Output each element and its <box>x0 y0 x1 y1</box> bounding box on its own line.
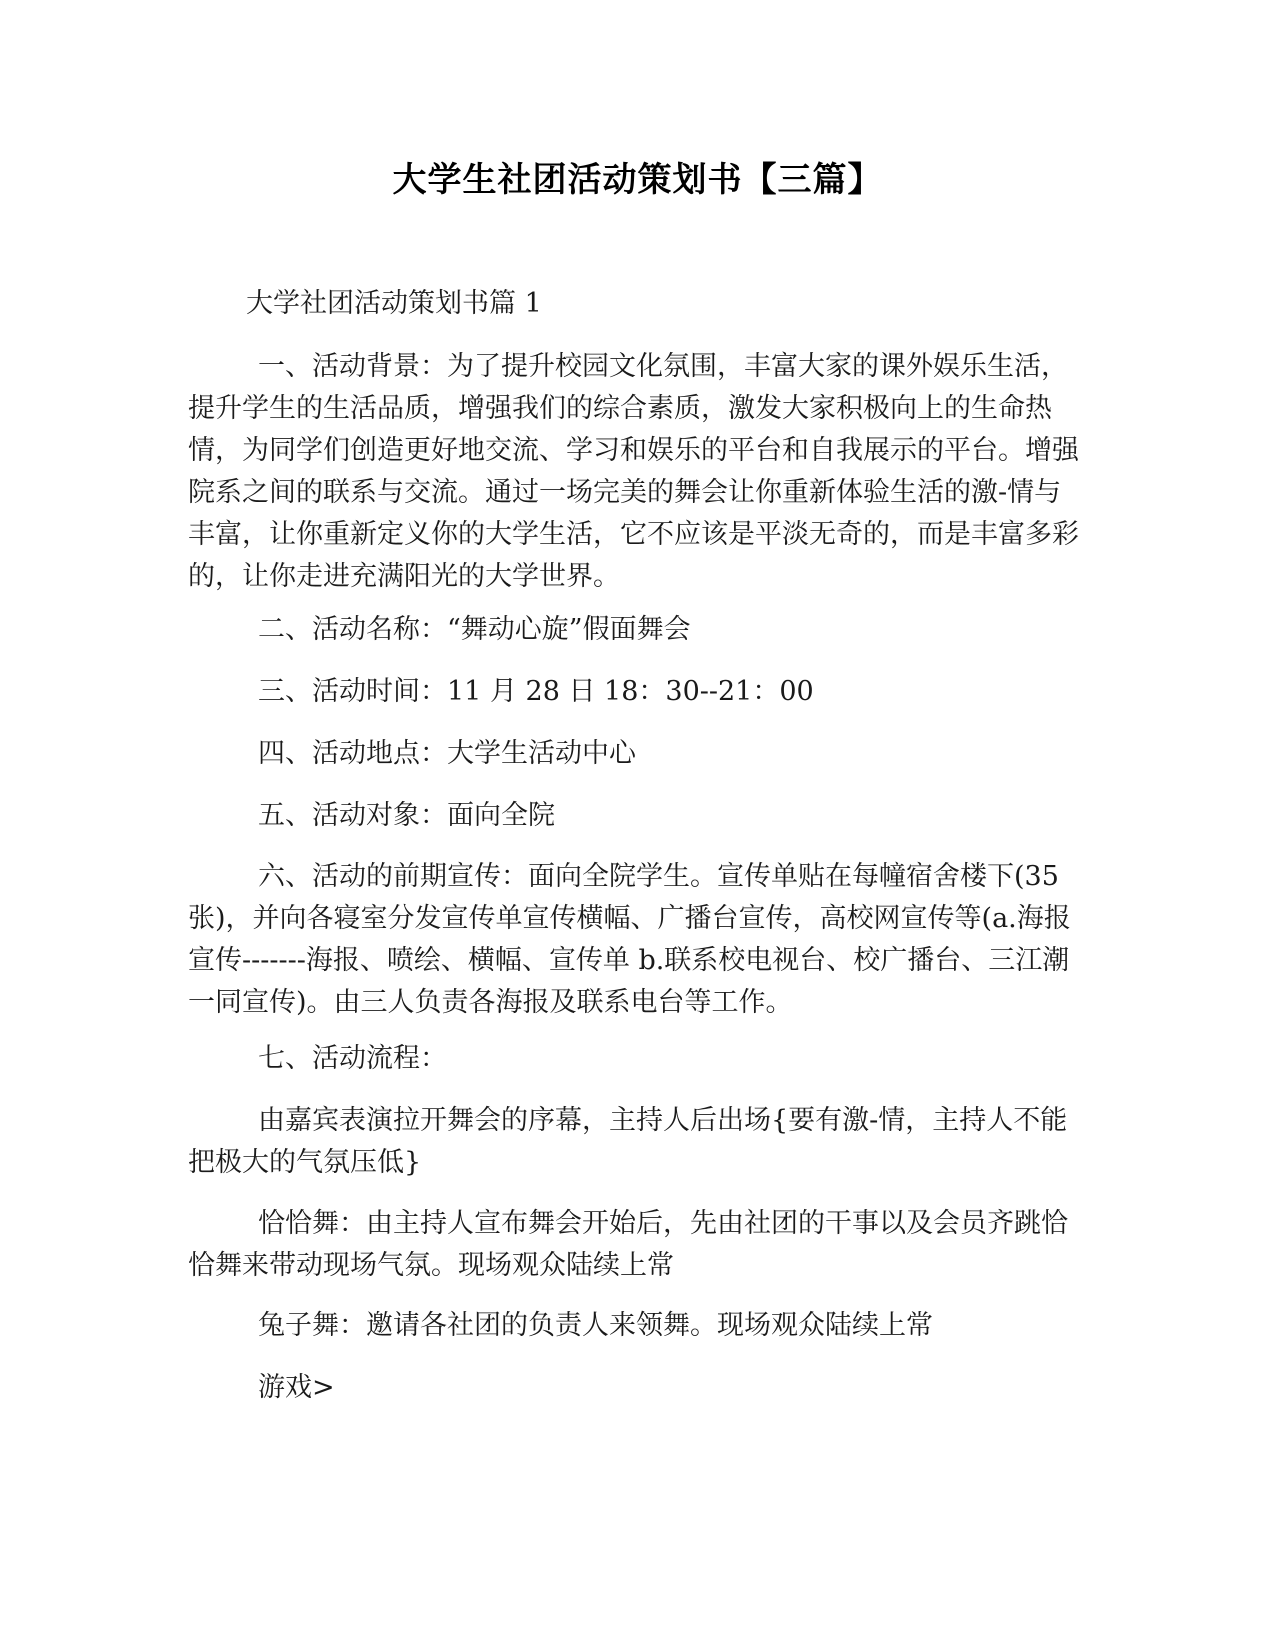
paragraph-bunny-dance: 兔子舞：邀请各社团的负责人来领舞。现场观众陆续上常 <box>258 1310 933 1341</box>
paragraph-activity-name: 二、活动名称：“舞动心旋”假面舞会 <box>258 614 691 645</box>
paragraph-activity-audience: 五、活动对象：面向全院 <box>258 800 555 831</box>
paragraph-background: 一、活动背景：为了提升校园文化氛围，丰富大家的课外娱乐生活，提升学生的生活品质，增强我们的综合素质，激发大家积极向上的生命热情，为同学们创造更好地交流、学习和娱乐的平台和自我展示的平台。增强院系之间的联系与交流。通过一场完美的舞会让你重新体验生活的激-情与丰富，让你重新定义你的大学生活，它不应该是平淡无奇的，而是丰富多彩的，让你走进充满阳光的大学世界。 <box>188 351 1079 592</box>
document-title: 大学生社团活动策划书【三篇】 <box>392 160 883 200</box>
paragraph-promotion: 六、活动的前期宣传：面向全院学生。宣传单贴在每幢宿舍楼下(35 张)，并向各寝室分发宣传单宣传横幅、广播台宣传，高校网宣传等(a.海报宣传-------海报、喷绘、横幅、宣传单 b.联系校电视台、校广播台、三江潮一同宣传)。由三人负责各海报及联系电台等工作。 <box>188 861 1071 1018</box>
paragraph-opening: 由嘉宾表演拉开舞会的序幕，主持人后出场{要有激-情，主持人不能把极大的气氛压低} <box>188 1105 1068 1178</box>
paragraph-chacha-dance: 恰恰舞：由主持人宣布舞会开始后，先由社团的干事以及会员齐跳恰恰舞来带动现场气氛。现场观众陆续上常 <box>188 1208 1068 1281</box>
section-subheading: 大学社团活动策划书篇 1 <box>246 288 542 319</box>
paragraph-process-heading: 七、活动流程： <box>258 1043 447 1074</box>
paragraph-activity-time: 三、活动时间：11 月 28 日 18：30--21：00 <box>258 676 814 707</box>
paragraph-activity-location: 四、活动地点：大学生活动中心 <box>258 738 636 769</box>
paragraph-games: 游戏> <box>258 1372 335 1403</box>
